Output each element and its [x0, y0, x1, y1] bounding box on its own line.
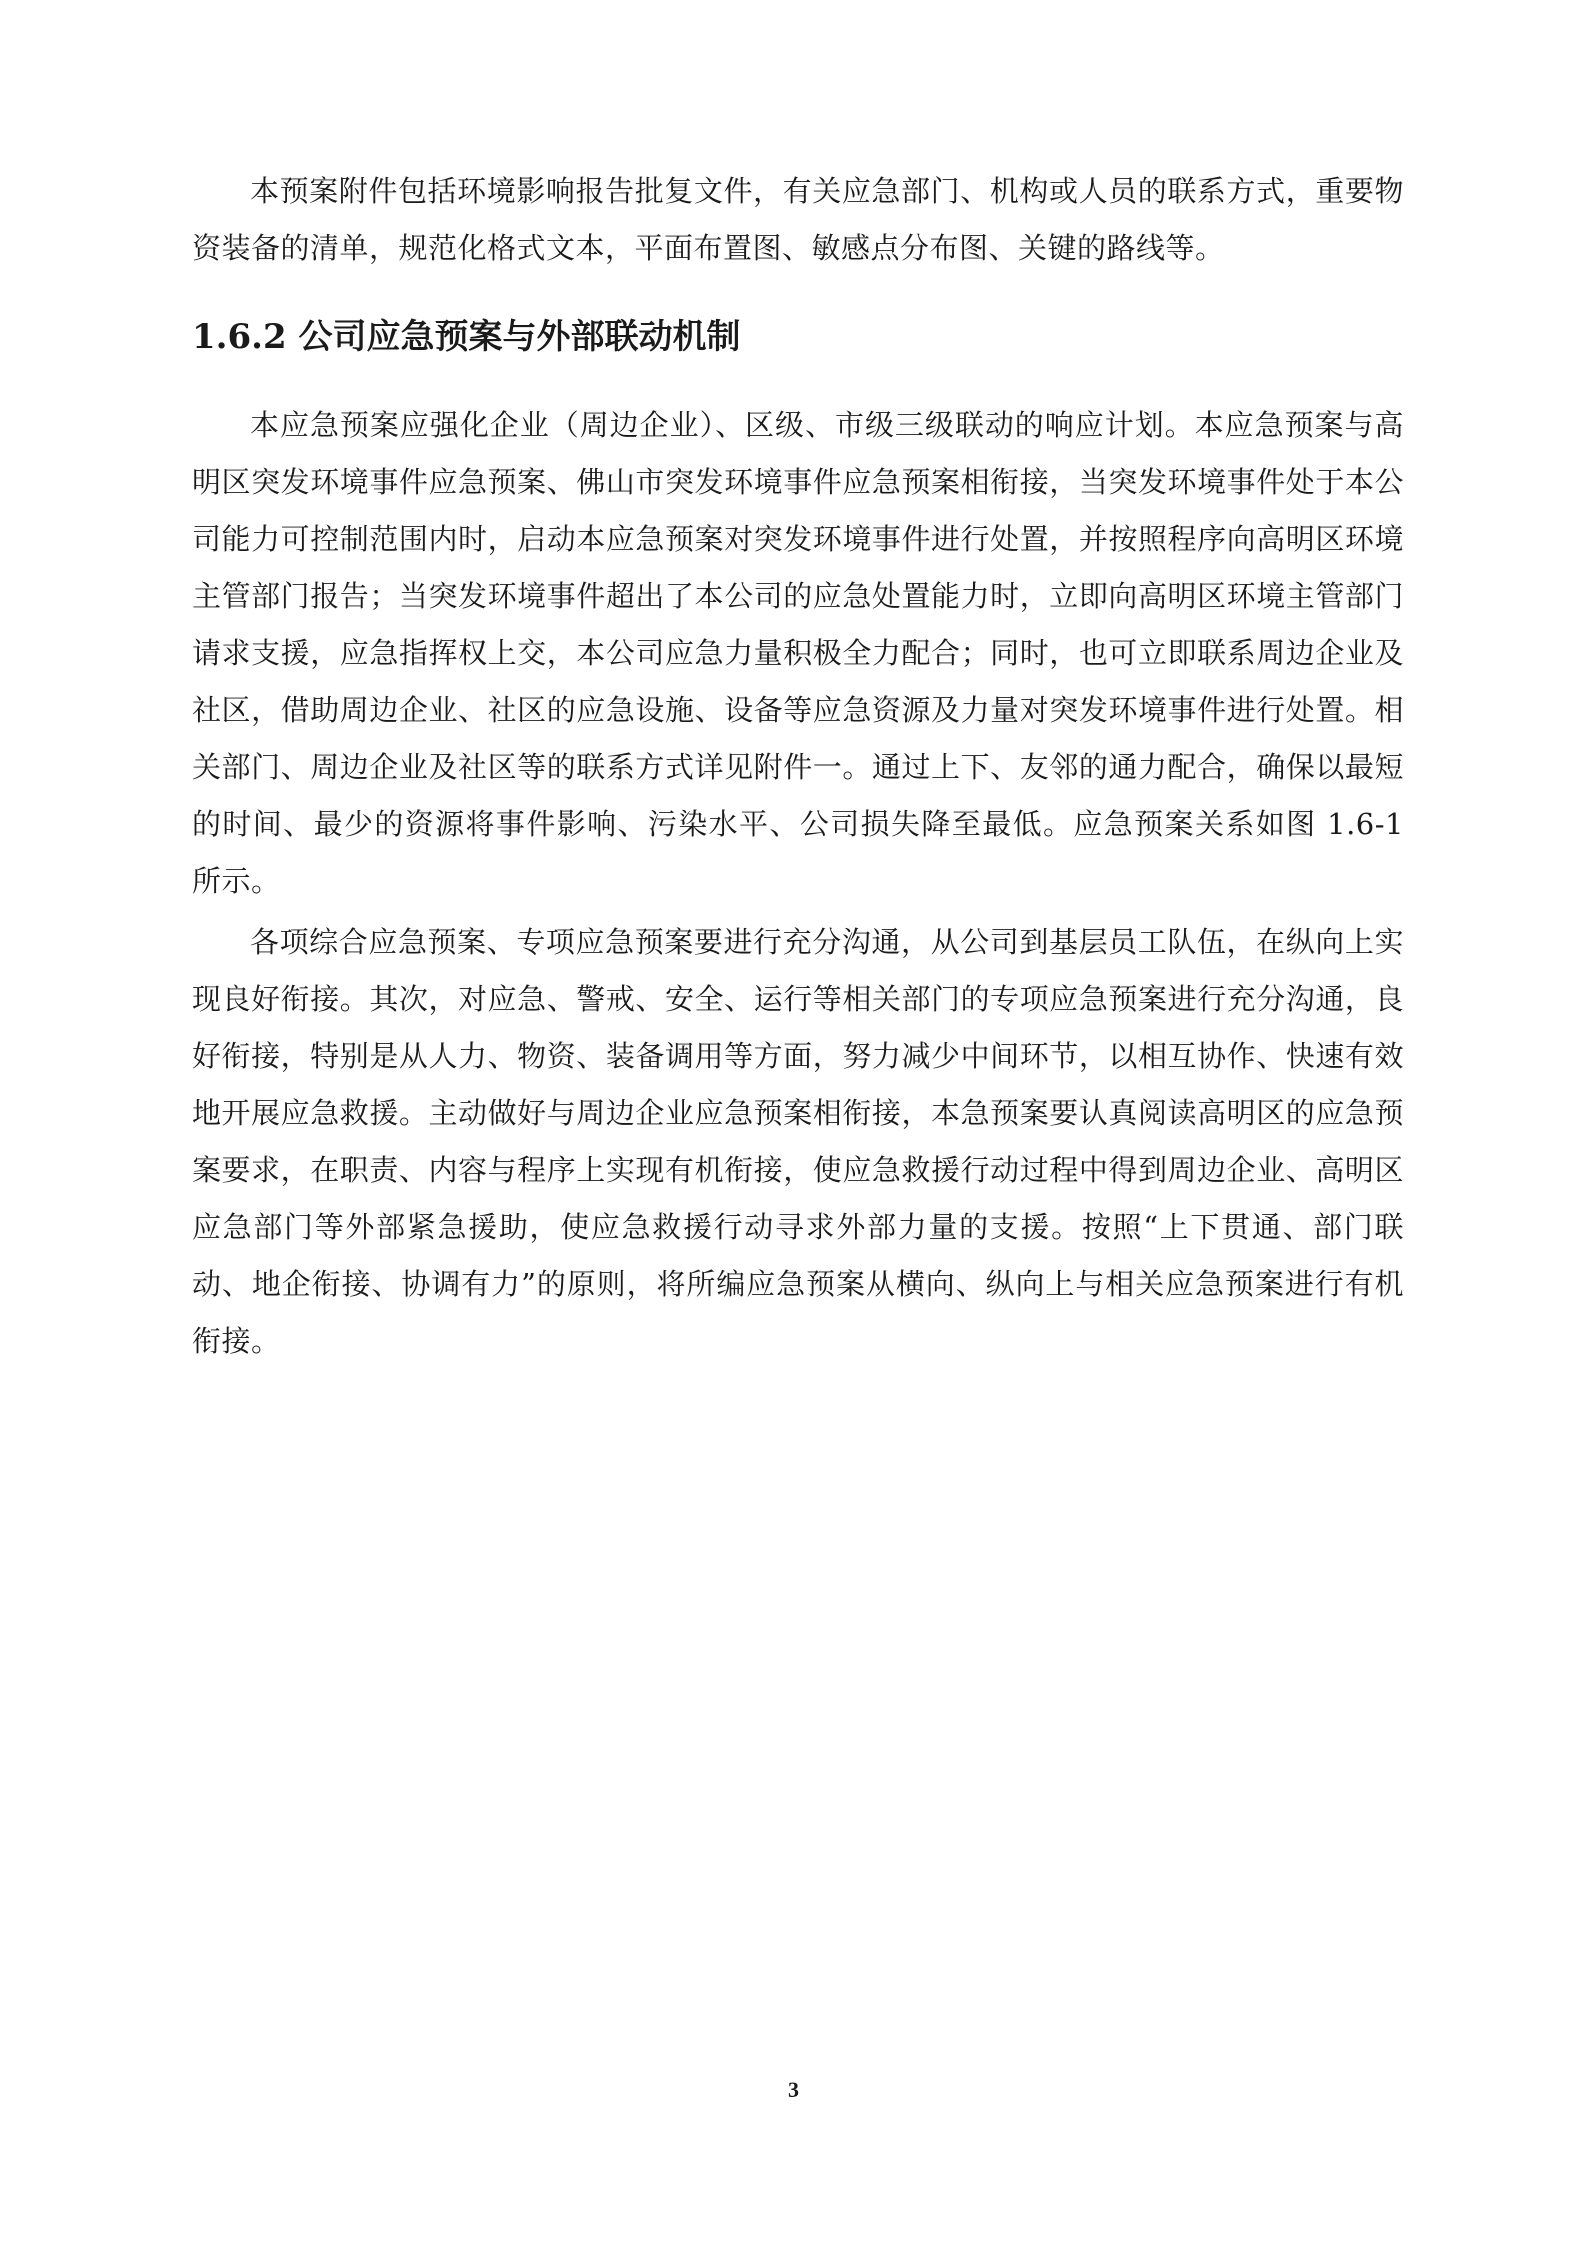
- section-heading: 1.6.2 公司应急预案与外部联动机制: [192, 317, 741, 357]
- page-content: [192, 163, 1404, 1370]
- paragraph-attachments: 本预案附件包括环境影响报告批复文件，有关应急部门、机构或人员的联系方式，重要物资装备的清单，规范化格式文本，平面布置图、敏感点分布图、关键的路线等。: [192, 174, 1404, 265]
- paragraph-coordination: 各项综合应急预案、专项应急预案要进行充分沟通，从公司到基层员工队伍，在纵向上实现良好衔接。其次，对应急、警戒、安全、运行等相关部门的专项应急预案进行充分沟通，良好衔接，特别是从人力、物资、装备调用等方面，努力减少中间环节，以相互协作、快速有效地开展应急救援。主动做好与周边企业应急预案相衔接，本急预案要认真阅读高明区的应急预案要求，在职责、内容与程序上实现有机衔接，使应急救援行动过程中得到周边企业、高明区应急部门等外部紧急援助，使应急救援行动寻求外部力量的支援。按照“上下贯通、部门联动、地企衔接、协调有力”的原则，将所编应急预案从横向、纵向上与相关应急预案进行有机衔接。: [192, 925, 1404, 1358]
- paragraph-linkage: 本应急预案应强化企业（周边企业）、区级、市级三级联动的响应计划。本应急预案与高明区突发环境事件应急预案、佛山市突发环境事件应急预案相衔接，当突发环境事件处于本公司能力可控制范围内时，启动本应急预案对突发环境事件进行处置，并按照程序向高明区环境主管部门报告；当突发环境事件超出了本公司的应急处置能力时，立即向高明区环境主管部门请求支援，应急指挥权上交，本公司应急力量积极全力配合；同时，也可立即联系周边企业及社区，借助周边企业、社区的应急设施、设备等应急资源及力量对突发环境事件进行处置。相关部门、周边企业及社区等的联系方式详见附件一。通过上下、友邻的通力配合，确保以最短的时间、最少的资源将事件影响、污染水平、公司损失降至最低。应急预案关系如图 1.6-1 所示。: [192, 408, 1404, 898]
- page-number: 3: [788, 2077, 799, 2102]
